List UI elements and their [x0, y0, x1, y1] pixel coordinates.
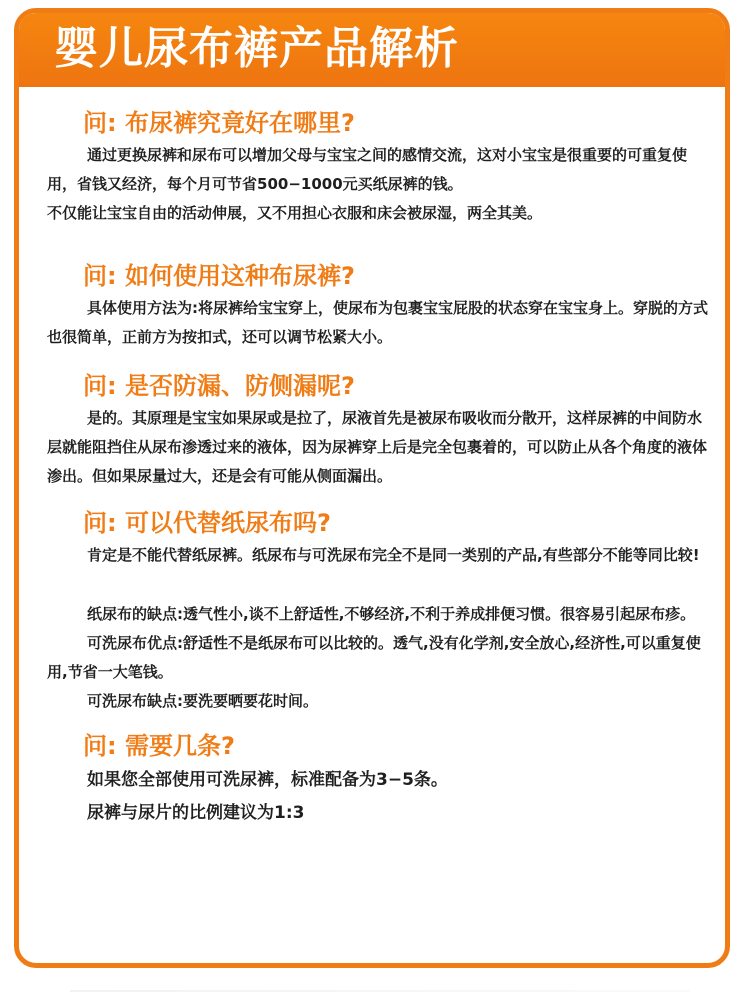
faq-content [47, 105, 712, 830]
faq-paragraph: 不仅能让宝宝自由的活动伸展，又不用担心衣服和床会被尿湿，两全其美。 [47, 204, 543, 222]
faq-paragraph: 纸尿布的缺点:透气性小,谈不上舒适性,不够经济,不利于养成排便习惯。很容易引起尿布疹。 [87, 605, 696, 623]
faq-paragraph: 是的。其原理是宝宝如果尿或是拉了，尿液首先是被尿布吸收而分散开，这样尿裤的中间防水层就能阻挡住从尿布渗透过来的液体，因为尿裤穿上后是完全包裹着的，可以防止从各个角度的液体渗出。但如果尿量过大，还是会有可能从侧面漏出。 [47, 409, 708, 485]
faq-paragraph: 通过更换尿裤和尿布可以增加父母与宝宝之间的感情交流，这对小宝宝是很重要的可重复使用，省钱又经济，每个月可节省500−1000元买纸尿裤的钱。 [47, 146, 688, 193]
faq-section-usage [47, 258, 712, 352]
content-frame [14, 8, 730, 968]
page-title: 婴儿尿布裤产品解析 [54, 23, 459, 74]
faq-paragraph: 尿裤与尿片的比例建议为1:3 [87, 803, 305, 823]
faq-question: 问: 如何使用这种布尿裤? [83, 262, 355, 290]
faq-section-quantity [47, 728, 712, 830]
faq-paragraph: 如果您全部使用可洗尿裤，标准配备为3−5条。 [87, 770, 448, 790]
faq-question: 问: 布尿裤究竟好在哪里? [83, 109, 355, 137]
faq-question: 问: 是否防漏、防侧漏呢? [83, 372, 355, 400]
faq-paragraph: 可洗尿布优点:舒适性不是纸尿布可以比较的。透气,没有化学剂,安全放心,经济性,可以重复使用,节省一大笔钱。 [47, 634, 701, 681]
faq-section-replace-disposable [47, 505, 712, 716]
title-banner [19, 13, 725, 87]
faq-section-benefits [47, 105, 712, 228]
faq-section-leak-proof [47, 368, 712, 491]
bottom-divider [70, 990, 690, 992]
faq-paragraph: 可洗尿布缺点:要洗要晒要花时间。 [87, 692, 319, 710]
faq-question: 问: 需要几条? [83, 732, 235, 760]
faq-paragraph: 具体使用方法为:将尿裤给宝宝穿上，使尿布为包裹宝宝屁股的状态穿在宝宝身上。穿脱的方式也很简单，正前方为按扣式，还可以调节松紧大小。 [47, 299, 709, 346]
faq-paragraph: 肯定是不能代替纸尿裤。纸尿布与可洗尿布完全不是同一类别的产品,有些部分不能等同比较! [87, 546, 700, 564]
faq-question: 问: 可以代替纸尿布吗? [83, 509, 331, 537]
